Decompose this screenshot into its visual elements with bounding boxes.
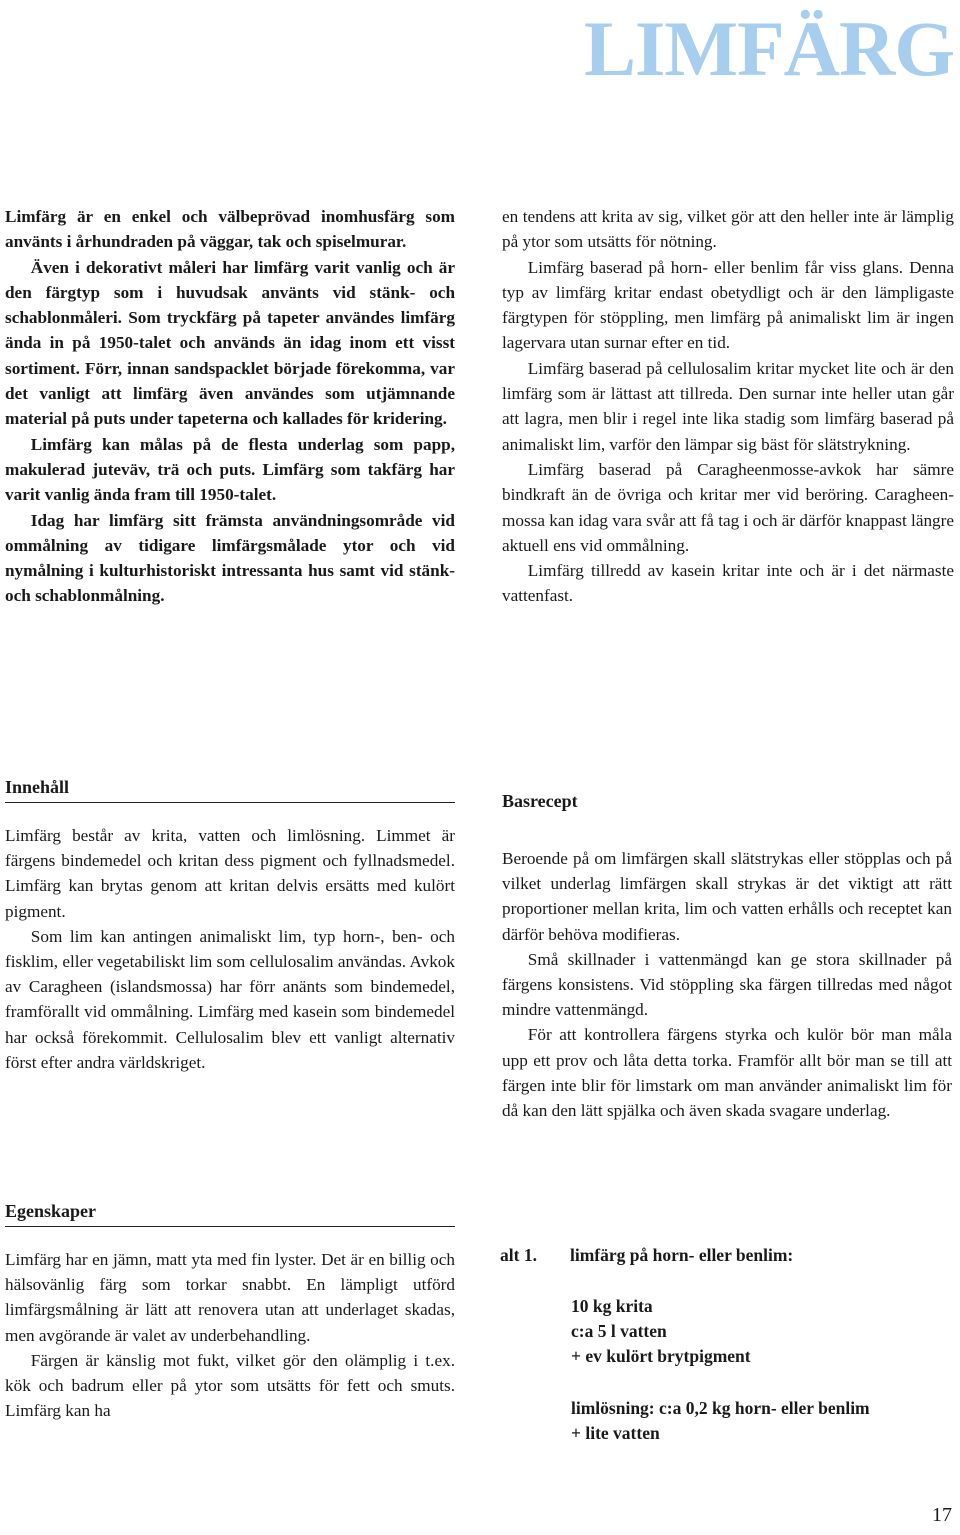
intro-paragraph: en tendens att krita av sig, vilket gör att den heller inte är lämplig på ytor som utsätts för nötning. [502, 207, 954, 252]
section-innehall [5, 775, 455, 1075]
section-paragraph: Små skillnader i vattenmängd kan ge stora skillnader på färgens konsistens. Vid stöppling ska färgen tillredas med något mindre vattenmängd. [502, 949, 952, 1020]
section-heading: Egenskaper [5, 1199, 455, 1227]
intro-paragraph: Limfärg tillredd av kasein kritar inte och är i det närmaste vattenfast. [502, 561, 954, 606]
recipe-line: c:a 5 l vatten [571, 1321, 667, 1342]
section-heading: Basrecept [502, 791, 578, 811]
intro-paragraph: Även i dekorativt måleri har limfärg varit vanlig och är den färgtyp som i huvudsak använts vid stänk- och schablonmåleri. Som tryckfärg på tapeter användes limfärg ända in på 1950-talet och används än idag inom ett visst sortiment. Förr, innan sandspacklet började förekomma, var det vanligt att limfärg även användes som utjämnande material på puts under tapeterna och kallades för kridering. [5, 257, 455, 429]
intro-paragraph: Limfärg baserad på Caragheenmosse-avkok har sämre bindkraft än de övriga och kritar mer vid beröring. Caragheen-mossa kan idag vara svår att få tag i och är därför knappast längre aktuell ens vid ommålning. [502, 459, 954, 555]
intro-paragraph: Limfärg är en enkel och välbeprövad inomhusfärg som använts i århundraden på väggar, tak och spiselmurar. [5, 207, 455, 252]
section-paragraph: För att kontrollera färgens styrka och kulör bör man måla upp ett prov och låta detta torka. Framför allt bör man se till att färgen inte blir för limstark om man använder animaliskt lim för då kan den lätt spjälka och även skada svagare underlag. [502, 1025, 952, 1121]
recipe-line: limlösning: c:a 0,2 kg horn- eller benlim [571, 1398, 870, 1418]
recipe-line: + ev kulört brytpigment [571, 1346, 751, 1367]
section-paragraph: Beroende på om limfärgen skall slätstrykas eller stöpplas och på vilket underlag limfärgen skall strykas är det viktigt att rätt proportioner mellan krita, lim och vatten erhålls och receptet kan därför behöva modifieras. [502, 849, 952, 944]
section-paragraph: Som lim kan antingen animaliskt lim, typ horn-, ben- och fisklim, eller vegetabiliskt lim som cellulosalim användas. Avkok av Caragheen (islandsmossa) har förr anänts som bindemedel, framförallt vid ommålning. Limfärg med kasein som bindemedel har också förekommit. Cellulosalim blev ett vanligt alternativ först efter andra världskriget. [5, 926, 455, 1072]
intro-left-column [5, 204, 455, 609]
section-paragraph: Färgen är känslig mot fukt, vilket gör den olämplig i t.ex. kök och badrum eller på ytor som utsätts för fett och smuts. Limfärg kan ha [5, 1350, 455, 1421]
page-title: LIMFÄRG [584, 5, 954, 92]
section-heading: Innehåll [5, 775, 455, 803]
intro-paragraph: Limfärg baserad på horn- eller benlim får viss glans. Denna typ av limfärg kritar endast obetydligt och är den lämpligaste färgtypen för stöppling, men limfärg på animaliskt lim är ingen lagervara utan surnar efter en tid. [502, 257, 954, 353]
recipe-line: + lite vatten [571, 1423, 660, 1444]
intro-paragraph: Limfärg baserad på cellulosalim kritar mycket lite och är den limfärg som är lättast att tillreda. Den surnar inte heller utan går att lagra, men blir i regel inte lika stadig som limfärg baserad på animaliskt lim, varför den lämpar sig bäst för slätstrykning. [502, 358, 954, 454]
section-paragraph: Limfärg har en jämn, matt yta med fin lyster. Det är en billig och hälsovänlig färg som torkar snabbt. En lämpligt utförd limfärgsmålning är lätt att renovera utan att underlaget skadas, men avgörande är valet av underbehandling. [5, 1250, 455, 1345]
section-basrecept [502, 789, 952, 1123]
recipe-solution [571, 1396, 951, 1446]
intro-paragraph: Limfärg kan målas på de flesta underlag som papp, makulerad juteväv, trä och puts. Limfärg som takfärg har varit vanlig ända fram till 1950-talet. [5, 434, 455, 505]
recipe-line: 10 kg krita [571, 1296, 653, 1316]
intro-paragraph: Idag har limfärg sitt främsta användningsområde vid ommålning av tidigare limfärgsmålade ytor och vid nymålning i kulturhistoriskt intressanta hus samt vid stänk- och schablonmålning. [5, 510, 455, 606]
alternative-heading: limfärg på horn- eller benlim: [570, 1245, 794, 1265]
page-number: 17 [932, 1504, 952, 1526]
section-paragraph: Limfärg består av krita, vatten och limlösning. Limmet är färgens bindemedel och kritan dess pigment och fyllnadsmedel. Limfärg kan brytas genom att kritan delvis ersätts med kulört pigment. [5, 826, 455, 921]
section-egenskaper [5, 1199, 455, 1423]
recipe-ingredients [571, 1294, 951, 1370]
alternative-number: alt 1. [500, 1245, 537, 1265]
intro-right-column [502, 204, 954, 609]
